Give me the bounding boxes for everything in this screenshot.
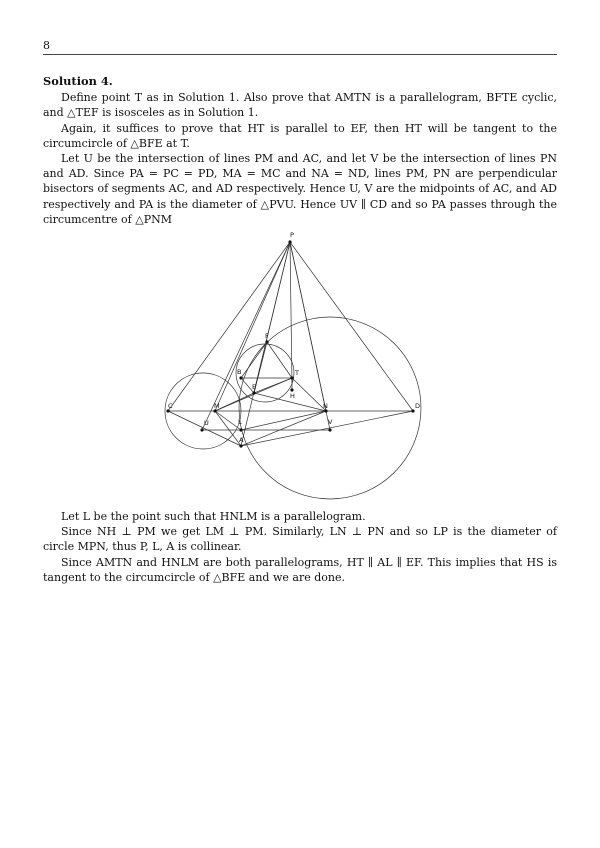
label-L: L (238, 418, 242, 426)
label-H: H (290, 392, 295, 400)
point-U (200, 428, 203, 431)
geometry-figure (160, 228, 430, 512)
point-A (239, 444, 242, 447)
label-U: U (204, 419, 209, 427)
point-L (239, 428, 242, 431)
conclusion-paragraph-1: Let L be the point such that HNLM is a parallelogram. (61, 510, 366, 523)
label-D: D (415, 402, 421, 410)
label-V: V (328, 418, 333, 426)
label-F: F (265, 332, 269, 340)
label-C: C (168, 402, 173, 410)
conclusion-section (43, 509, 557, 585)
label-B: B (237, 368, 242, 376)
point-V (328, 428, 331, 431)
page-number: 8 (43, 39, 50, 52)
label-P: P (290, 231, 294, 239)
point-E (252, 391, 255, 394)
solution-heading: Solution 4. (43, 74, 113, 88)
point-P (288, 240, 291, 243)
label-T: T (295, 369, 299, 377)
point-F (265, 340, 268, 343)
solution-section (43, 74, 557, 227)
label-N: N (323, 402, 328, 410)
point-T (290, 376, 293, 379)
solution-paragraph-2: Again, it suffices to prove that HT is parallel to EF, then HT will be tangent to the circumcircle of △BFE at T. (43, 121, 557, 150)
conclusion-paragraph-3: Since AMTN and HNLM are both parallelograms, HT ∥ AL ∥ EF. This implies that HS is tangent to the circumcircle of △BFE and we are done. (43, 555, 557, 584)
geometry-diagram (160, 228, 430, 512)
label-M: M (214, 402, 220, 410)
point-B (239, 376, 242, 379)
label-E: E (252, 383, 257, 391)
conclusion-paragraph-2: Since NH ⊥ PM we get LM ⊥ PM. Similarly, LN ⊥ PN and so LP is the diameter of circle MPN, thus P, L, A is collinear. (43, 525, 557, 554)
solution-paragraph-1: Define point T as in Solution 1. Also prove that AMTN is a parallelogram, BFTE cyclic, and △TEF is isosceles as in Solution 1. (43, 91, 557, 120)
solution-paragraph-3: Let U be the intersection of lines PM and AC, and let V be the intersection of lines PN and AD. Since PA = PC = PD, MA = MC and NA = ND, lines PM, PN are perpendicular bisectors of segments AC, and AD respectively. Hence U, V are the midpoints of AC, and AD respectively and PA is the diameter of △PVU. Hence UV ∥ CD and so PA passes through the circumcentre of △PNM (43, 152, 557, 226)
header-rule (43, 54, 557, 55)
label-A: A (239, 436, 244, 444)
